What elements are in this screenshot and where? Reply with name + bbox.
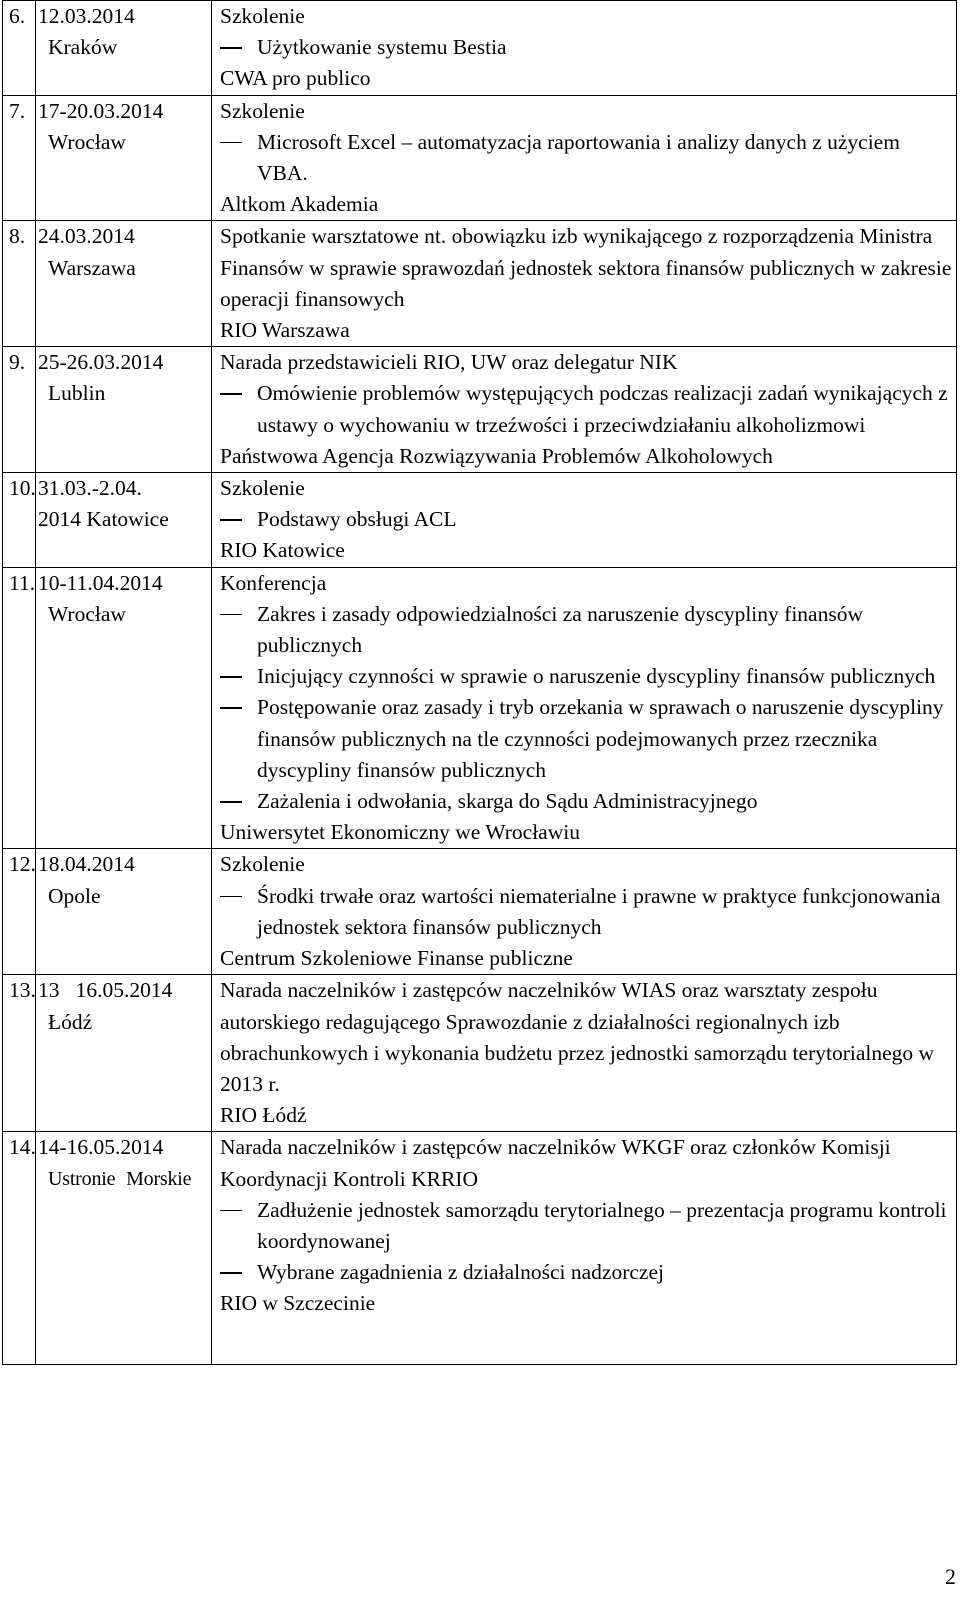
event-topic: Omówienie problemów występujących podczas realizacji zadań wynikających z ustawy o wychowaniu w trzeźwości i przeciwdziałaniu alkoholizmowi: [220, 378, 952, 440]
event-type: Narada naczelników i zastępców naczelników WKGF oraz członków Komisji Koordynacji Kontroli KRRIO: [220, 1135, 891, 1191]
row-number: 14.: [3, 1132, 36, 1364]
date-location-cell: [36, 347, 212, 473]
event-topic: Wybrane zagadnienia z działalności nadzorczej: [220, 1257, 952, 1288]
event-place: Wrocław: [48, 129, 126, 154]
date-location-cell: [36, 473, 212, 568]
table-row: [3, 849, 957, 975]
event-type: Narada przedstawicieli RIO, UW oraz delegatur NIK: [220, 350, 678, 375]
row-number: 9.: [3, 347, 36, 473]
event-place: Ustronie Morskie: [48, 1167, 192, 1190]
event-date: 14-16.05.2014: [38, 1135, 164, 1160]
event-details-cell: [212, 95, 957, 221]
event-organizer: Centrum Szkoleniowe Finanse publiczne: [220, 946, 573, 971]
event-place: Lublin: [48, 381, 106, 406]
date-location-cell: [36, 849, 212, 975]
event-organizer: RIO Katowice: [220, 538, 345, 563]
event-date: 12.03.2014: [38, 4, 135, 28]
event-topic: Podstawy obsługi ACL: [220, 504, 952, 535]
training-schedule-table: [2, 0, 957, 1365]
row-number: 12.: [3, 849, 36, 975]
event-details-cell: [212, 1, 957, 96]
event-date: 10-11.04.2014: [38, 570, 163, 595]
event-type: Szkolenie: [220, 852, 305, 877]
event-topic: Zażalenia i odwołania, skarga do Sądu Administracyjnego: [220, 786, 952, 817]
event-type: Szkolenie: [220, 476, 305, 501]
event-topic: Postępowanie oraz zasady i tryb orzekania w sprawach o naruszenie dyscypliny finansów publicznych na tle czynności podejmowanych przez rzecznika dyscypliny finansów publicznych: [220, 692, 952, 786]
event-details-cell: [212, 473, 957, 568]
event-type: Szkolenie: [220, 98, 305, 123]
table-row: [3, 473, 957, 568]
table-row: [3, 975, 957, 1132]
table-row: [3, 1, 957, 96]
event-date: 17-20.03.2014: [38, 98, 164, 123]
event-place: 2014 Katowice: [38, 507, 169, 532]
date-location-cell: [36, 1132, 212, 1364]
event-place: Kraków: [48, 35, 118, 60]
page-number: 2: [945, 1564, 956, 1589]
event-organizer: RIO w Szczecinie: [220, 1291, 376, 1316]
event-details-cell: [212, 849, 957, 975]
row-number: 6.: [3, 1, 36, 96]
table-row: [3, 95, 957, 221]
table-row: [3, 347, 957, 473]
event-type: Spotkanie warsztatowe nt. obowiązku izb wynikającego z rozporządzenia Ministra Finansów w sprawie sprawozdań jednostek sektora finansów publicznych w zakresie operacji finansowych: [220, 224, 952, 311]
event-place: Warszawa: [48, 255, 136, 280]
event-details-cell: [212, 1132, 957, 1364]
event-organizer: Państwowa Agencja Rozwiązywania Problemów Alkoholowych: [220, 443, 773, 468]
date-location-cell: [36, 221, 212, 347]
row-number: 13.: [3, 975, 36, 1132]
event-organizer: Altkom Akademia: [220, 192, 379, 217]
event-date: 18.04.2014: [38, 852, 135, 877]
event-topic: Zakres i zasady odpowiedzialności za naruszenie dyscypliny finansów publicznych: [220, 599, 952, 661]
event-details-cell: [212, 567, 957, 849]
event-details-cell: [212, 975, 957, 1132]
row-number: 7.: [3, 95, 36, 221]
event-organizer: RIO Łódź: [220, 1103, 307, 1128]
event-date: 31.03.-2.04.: [38, 476, 142, 501]
event-date: 25-26.03.2014: [38, 350, 164, 375]
event-organizer: CWA pro publico: [220, 66, 371, 91]
table-row: [3, 567, 957, 849]
row-number: 11.: [3, 567, 36, 849]
event-type: Konferencja: [220, 570, 327, 595]
event-date: 24.03.2014: [38, 224, 135, 249]
event-topic: Inicjujący czynności w sprawie o naruszenie dyscypliny finansów publicznych: [220, 661, 952, 692]
date-location-cell: [36, 1, 212, 96]
event-place: Opole: [48, 883, 101, 908]
event-organizer: Uniwersytet Ekonomiczny we Wrocławiu: [220, 820, 580, 845]
date-location-cell: [36, 975, 212, 1132]
event-topic: Użytkowanie systemu Bestia: [220, 32, 952, 63]
table-row: [3, 1132, 957, 1364]
row-number: 8.: [3, 221, 36, 347]
table-row: [3, 221, 957, 347]
event-type: Szkolenie: [220, 4, 305, 28]
row-number: 10.: [3, 473, 36, 568]
event-organizer: RIO Warszawa: [220, 318, 350, 343]
event-details-cell: [212, 347, 957, 473]
event-details-cell: [212, 221, 957, 347]
event-place: Łódź: [48, 1009, 93, 1034]
event-topic: Zadłużenie jednostek samorządu terytorialnego – prezentacja programu kontroli koordynowanej: [220, 1195, 952, 1257]
event-topic: Środki trwałe oraz wartości niematerialne i prawne w praktyce funkcjonowania jednostek sektora finansów publicznych: [220, 881, 952, 943]
event-type: Narada naczelników i zastępców naczelników WIAS oraz warsztaty zespołu autorskiego redagującego Sprawozdanie z działalności regionalnych izb obrachunkowych i wykonania budżetu przez jednostki samorządu terytorialnego w 2013 r.: [220, 978, 935, 1096]
date-location-cell: [36, 567, 212, 849]
event-date: 13 16.05.2014: [38, 978, 173, 1003]
event-place: Wrocław: [48, 601, 126, 626]
cell-spacer: [220, 1320, 952, 1364]
event-topic: Microsoft Excel – automatyzacja raportowania i analizy danych z użyciem VBA.: [220, 127, 952, 189]
date-location-cell: [36, 95, 212, 221]
